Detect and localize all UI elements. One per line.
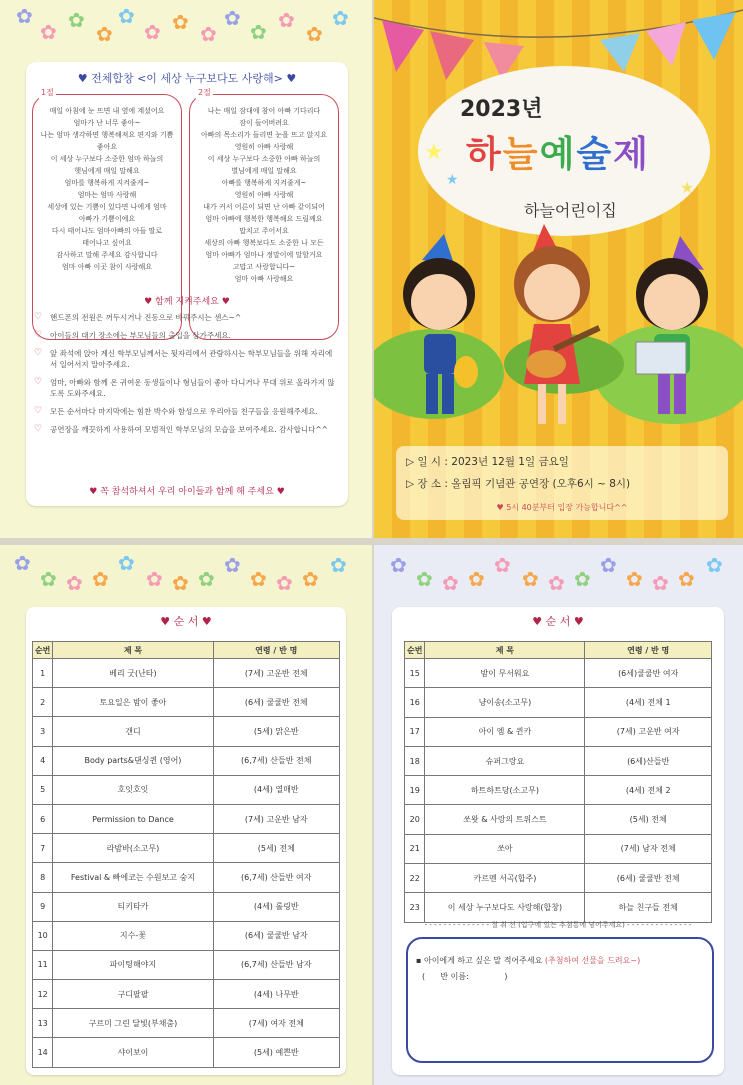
flower-border-top-left	[10, 6, 362, 46]
cell-title: Festival & 빠에코는 수원보고 숭지	[53, 863, 213, 892]
triangle-bullet-icon: ▷	[406, 478, 418, 490]
table-row	[405, 746, 712, 775]
event-place-line	[406, 476, 630, 491]
heart-icon: ♥	[570, 615, 584, 628]
table-row	[405, 717, 712, 746]
flower-icon: ✿	[172, 571, 189, 595]
verse-line: 고맙고 사랑합니다~	[232, 263, 296, 271]
cell-class: (7세) 남자 전체	[585, 834, 712, 863]
verse-line: 아빠의 목소리가 들리면 눈을 뜨고 앉지요	[200, 131, 328, 139]
program-page-right	[374, 545, 743, 1085]
festival-title-char: 하	[466, 134, 503, 175]
festival-title-char: 제	[613, 134, 650, 175]
notice-item	[34, 330, 338, 341]
program-title-text: 순 서	[173, 615, 199, 628]
star-icon: ★	[680, 178, 695, 197]
verse-line: 내가 커서 어른이 되면 난 아빠 같이되어	[203, 203, 325, 211]
verse-line: 나는 매일 잠대에 참이 아빠 기다리다	[207, 107, 321, 115]
festival-title	[466, 126, 650, 177]
cell-num: 4	[33, 746, 53, 775]
notice-item	[34, 312, 338, 323]
cell-title: 호잇호잇	[53, 775, 213, 804]
flower-icon: ✿	[652, 571, 669, 595]
flower-icon: ✿	[390, 553, 407, 577]
verse-line: 아빠가 기쁨이에요	[78, 215, 136, 223]
program-card-left	[26, 607, 346, 1075]
cell-class: (4세) 전체 2	[585, 776, 712, 805]
cell-title: 지수-꽃	[53, 921, 213, 950]
table-header-row	[405, 642, 712, 659]
entry-note	[396, 502, 728, 513]
notice-item	[34, 377, 338, 399]
song-title-line	[26, 70, 348, 86]
verse-line: 나는 엄마 생각하면 행복해져요 편지와 기쁨	[40, 131, 174, 139]
notice-title	[26, 294, 348, 307]
class-name-label: 반 이름:	[440, 972, 469, 981]
cell-title: 쏘왓 & 사랑의 트위스트	[425, 805, 585, 834]
cell-num: 22	[405, 864, 425, 893]
lyrics-notice-card	[26, 62, 348, 506]
cell-num: 19	[405, 776, 425, 805]
table-row	[33, 863, 340, 892]
notice-text: 엄마, 아빠와 함께 온 귀여운 동생들이나 형님들이 좋아 다니거나 무대 위로 올라가지 않도록 도와주세요.	[50, 378, 335, 398]
cell-class: (7세) 고운반 전체	[213, 659, 339, 688]
verse-line: 엄마 아빠에 행복한 행복해요 드릴께요	[205, 215, 323, 223]
header-num: 순번	[33, 642, 53, 659]
heart-outline-icon: ♡	[34, 348, 43, 358]
flower-icon: ✿	[16, 4, 33, 28]
table-row	[405, 776, 712, 805]
cell-title: 카르멘 서곡(합주)	[425, 864, 585, 893]
header-num: 순번	[405, 642, 425, 659]
verse-line: 별님에게 매일 말해요	[231, 167, 297, 175]
paren-open: (	[422, 972, 441, 981]
cell-class: (4세) 나무반	[213, 980, 339, 1009]
cell-class: (6세) 쿨쿨반 전체	[585, 864, 712, 893]
flower-icon: ✿	[224, 6, 241, 30]
flower-icon: ✿	[198, 567, 215, 591]
cell-num: 15	[405, 659, 425, 688]
flag-icon	[382, 20, 424, 72]
cell-class: (7세) 고운반 여자	[585, 717, 712, 746]
cell-title: Permission to Dance	[53, 804, 213, 833]
cell-class: (6,7세) 산들반 남자	[213, 950, 339, 979]
flower-icon: ✿	[118, 551, 135, 575]
cell-num: 1	[33, 659, 53, 688]
verse-line: 이 세상 누구보다 소중한 엄마 하늘의	[50, 155, 164, 163]
cell-class: 하늘 친구들 전체	[585, 893, 712, 922]
heart-outline-icon: ♡	[34, 330, 43, 340]
verse-line: 세상의 아빠 행복보다도 소중한 나 모든	[204, 239, 324, 247]
table-row	[405, 893, 712, 922]
verse-line: 영원히 아빠 사랑해	[234, 143, 294, 151]
verse-line: 잠이 들어버려요	[239, 119, 289, 127]
flag-icon	[692, 12, 736, 60]
heart-icon: ♥	[532, 615, 546, 628]
cell-num: 21	[405, 834, 425, 863]
flower-icon: ✿	[66, 571, 83, 595]
heart-icon: ♥	[221, 297, 230, 307]
flower-icon: ✿	[14, 551, 31, 575]
bullet-icon: ▪	[416, 956, 424, 965]
flower-icon: ✿	[494, 553, 511, 577]
cell-class: (6세) 쿨쿨반 남자	[213, 921, 339, 950]
table-row	[405, 834, 712, 863]
heart-icon: ♥	[496, 503, 507, 512]
event-date-line	[406, 454, 569, 469]
paren-close: )	[468, 972, 508, 981]
cell-title: 티키타카	[53, 892, 213, 921]
cell-num: 16	[405, 688, 425, 717]
cell-title: 이 세상 누구보다도 사랑해(합창)	[425, 893, 585, 922]
cell-class: (4세) 롤링반	[213, 892, 339, 921]
verse-line: 엄마는 엄마 사랑해	[77, 191, 137, 199]
cell-class: (6세)산들반	[585, 746, 712, 775]
verse-line: 아빠를 행복하게 지켜줄게~	[221, 179, 307, 187]
flower-icon: ✿	[40, 567, 57, 591]
heart-icon: ♥	[160, 615, 174, 628]
cell-num: 5	[33, 775, 53, 804]
cell-num: 12	[33, 980, 53, 1009]
verse-line: 영원히 아빠 사랑해	[234, 191, 294, 199]
program-title	[26, 613, 346, 629]
notice-list	[34, 312, 338, 442]
flower-icon: ✿	[144, 20, 161, 44]
table-row	[33, 1038, 340, 1067]
verse-line: 좋아요	[96, 143, 118, 151]
message-prompt-line	[416, 955, 640, 966]
notice-item	[34, 424, 338, 435]
cell-num: 14	[33, 1038, 53, 1067]
notice-text: 모든 순서마다 마지막에는 힘찬 박수와 함성으로 우리아들 친구들을 응원해주세요.	[50, 407, 318, 416]
cell-num: 7	[33, 834, 53, 863]
verse-line: 태어나고 싶어요	[82, 239, 132, 247]
flower-icon: ✿	[468, 567, 485, 591]
cell-title: 냥이송(소고무)	[425, 688, 585, 717]
flower-icon: ✿	[306, 22, 323, 46]
header-class: 연령 / 반 명	[213, 642, 339, 659]
program-card-right	[392, 607, 724, 1075]
verse-line: 엄마 아빠가 엄마나 정말이에 말할거요	[205, 251, 323, 259]
cell-class: (6,7세) 산들반 전체	[213, 746, 339, 775]
heart-outline-icon: ♡	[34, 424, 43, 434]
table-row	[33, 980, 340, 1009]
table-row	[33, 1009, 340, 1038]
cell-num: 18	[405, 746, 425, 775]
flower-icon: ✿	[278, 8, 295, 32]
festival-title-char: 술	[576, 134, 614, 175]
heart-outline-icon: ♡	[34, 406, 43, 416]
cell-title: 파이팅해야지	[53, 950, 213, 979]
flower-icon: ✿	[68, 8, 85, 32]
notice-footer	[26, 484, 348, 497]
flower-icon: ✿	[92, 567, 109, 591]
cut-line	[402, 920, 714, 930]
cell-title: 라밤바(소고무)	[53, 834, 213, 863]
flower-icon: ✿	[146, 567, 163, 591]
flower-icon: ✿	[706, 553, 723, 577]
cell-class: (7세) 여자 전체	[213, 1009, 339, 1038]
header-class: 연령 / 반 명	[585, 642, 712, 659]
cell-num: 13	[33, 1009, 53, 1038]
table-row	[405, 864, 712, 893]
verse-line: 매일 아침에 눈 뜨면 내 옆에 계셨어요	[49, 107, 165, 115]
flower-icon: ✿	[302, 567, 319, 591]
program-page-left	[0, 545, 372, 1085]
heart-icon: ♥	[144, 297, 153, 307]
cell-title: 베리 굿(난타)	[53, 659, 213, 688]
program-table-left	[32, 641, 340, 1068]
cell-title: 토요일은 밤이 좋아	[53, 688, 213, 717]
cell-class: (6세)쿨쿨반 여자	[585, 659, 712, 688]
cell-class: (7세) 고운반 남자	[213, 804, 339, 833]
cell-num: 8	[33, 863, 53, 892]
heart-icon: ♥	[286, 72, 297, 85]
festival-title-char: 예	[539, 134, 577, 175]
cell-class: (6세) 쿨쿨반 전체	[213, 688, 339, 717]
cell-title: 쏘아	[425, 834, 585, 863]
flag-icon	[600, 33, 640, 72]
verse-line: 햇님에게 매일 말해요	[74, 167, 140, 175]
festival-title-char: 늘	[502, 134, 540, 175]
cell-class: (4세) 열매반	[213, 775, 339, 804]
girl-guitar-icon	[514, 224, 601, 424]
flower-icon: ✿	[250, 20, 267, 44]
event-place: 장 소 : 올림픽 기념관 공연장 (오후6시 ~ 8시)	[417, 478, 631, 490]
cell-class: (5세) 전체	[213, 834, 339, 863]
table-row	[405, 805, 712, 834]
verse-line: 다시 태어나도 엄마아빠의 아들 딸로	[51, 227, 163, 235]
table-row	[33, 746, 340, 775]
cell-title: 밤이 무서워요	[425, 659, 585, 688]
cell-title: 하트하트당(소고무)	[425, 776, 585, 805]
notice-item	[34, 406, 338, 417]
verse-line: 엄마 아빠 이곳 참이 사랑해요	[61, 263, 153, 271]
verse-1-tag: 1절	[41, 88, 54, 97]
star-icon: ★	[424, 140, 444, 165]
notice-text: 핸드폰의 전원은 꺼두시거나 진동으로 바꿔주시는 센스~^	[50, 313, 242, 322]
cell-title: 구르미 그린 달빛(부채춤)	[53, 1009, 213, 1038]
flower-icon: ✿	[332, 6, 349, 30]
table-row	[33, 659, 340, 688]
verse-line: 이 세상 누구보다 소중한 아빠 하늘의	[207, 155, 321, 163]
message-prompt: 아이에게 하고 싶은 말 적어주세요	[423, 956, 543, 965]
scissors-line: - - - - - - - - - - - - - -	[424, 921, 492, 929]
notice-footer-text: 꼭 참석하셔서 우리 아이들과 함께 해 주세요	[100, 487, 274, 497]
cell-class: (5세) 전체	[585, 805, 712, 834]
entry-note-text: 5시 40분부터 입장 가능합니다^^	[506, 503, 628, 512]
verse-line: 맙치고 주어서요	[239, 227, 289, 235]
notice-text: 아이들의 대기 장소에는 부모님들의 출입을 삼가주세요.	[50, 331, 231, 340]
header-title: 제 목	[425, 642, 585, 659]
cut-line-text: 절 취 선 (입구에 있는 추첨통에 넣어주세요)	[491, 921, 625, 929]
event-info-box	[396, 446, 728, 520]
program-table-right	[404, 641, 712, 923]
cover-page	[374, 0, 743, 538]
flower-icon: ✿	[330, 553, 347, 577]
cell-class: (5세) 예쁜반	[213, 1038, 339, 1067]
cell-num: 10	[33, 921, 53, 950]
cell-num: 11	[33, 950, 53, 979]
cell-num: 23	[405, 893, 425, 922]
heart-icon: ♥	[77, 72, 88, 85]
message-prompt-gift: (추첨하여 선물을 드려요~)	[544, 956, 641, 965]
cell-num: 9	[33, 892, 53, 921]
flower-icon: ✿	[40, 20, 57, 44]
verse-2-tag: 2절	[198, 88, 211, 97]
flower-icon: ✿	[250, 567, 267, 591]
notice-item	[34, 348, 338, 370]
scissors-line: - - - - - - - - - - - - - -	[624, 921, 692, 929]
table-row	[33, 688, 340, 717]
cell-num: 3	[33, 717, 53, 746]
cell-title: 구디팔팔	[53, 980, 213, 1009]
school-name: 하늘어린이집	[524, 201, 617, 220]
verse-line: 엄마 아빠 사랑해요	[234, 275, 294, 283]
flower-icon: ✿	[678, 567, 695, 591]
program-title	[392, 613, 724, 629]
message-form-box[interactable]	[406, 937, 714, 1063]
table-row	[33, 775, 340, 804]
table-row	[33, 834, 340, 863]
heart-icon: ♥	[276, 487, 285, 497]
heart-outline-icon: ♡	[34, 377, 43, 387]
flower-icon: ✿	[172, 10, 189, 34]
flag-icon	[430, 31, 474, 80]
flower-icon: ✿	[600, 553, 617, 577]
flower-icon: ✿	[276, 571, 293, 595]
flower-icon: ✿	[548, 571, 565, 595]
flower-border-bottom-right	[384, 551, 733, 595]
cell-num: 2	[33, 688, 53, 717]
table-row	[33, 717, 340, 746]
triangle-bullet-icon: ▷	[406, 456, 418, 468]
verse-line: 감사하고 말해 주세요 감사합니다	[56, 251, 158, 259]
flower-icon: ✿	[224, 553, 241, 577]
flower-icon: ✿	[574, 567, 591, 591]
cell-num: 17	[405, 717, 425, 746]
heart-outline-icon: ♡	[34, 312, 43, 322]
notice-title-text: 함께 지켜주세요	[155, 297, 219, 307]
song-title: 전체합창 <이 세상 누구보다도 사랑해>	[91, 72, 283, 85]
cell-num: 6	[33, 804, 53, 833]
notice-text: 공연장을 깨끗하게 사용하여 모범적인 학부모님의 모습을 보여주세요. 감사합니다^^	[50, 425, 328, 434]
cell-class: (6,7세) 산들반 여자	[213, 863, 339, 892]
flower-icon: ✿	[416, 567, 433, 591]
class-name-line	[422, 971, 508, 982]
flower-icon: ✿	[118, 4, 135, 28]
heart-icon: ♥	[89, 487, 98, 497]
flower-icon: ✿	[96, 22, 113, 46]
table-row	[33, 921, 340, 950]
flower-icon: ✿	[522, 567, 539, 591]
flower-icon: ✿	[442, 571, 459, 595]
table-row	[33, 892, 340, 921]
cell-title: 샤이보이	[53, 1038, 213, 1067]
star-icon: ★	[446, 172, 459, 188]
heart-icon: ♥	[198, 615, 212, 628]
cell-class: (5세) 맑은반	[213, 717, 339, 746]
event-date: 일 시 : 2023년 12월 1일 금요일	[417, 456, 569, 468]
cell-title: 갠디	[53, 717, 213, 746]
table-row	[33, 804, 340, 833]
flower-icon: ✿	[200, 22, 217, 46]
flower-border-bottom-left	[10, 551, 362, 595]
table-header-row	[33, 642, 340, 659]
cell-title: 슈퍼그랑요	[425, 746, 585, 775]
cell-title: 아이 엠 & 퀸카	[425, 717, 585, 746]
cell-class: (4세) 전체 1	[585, 688, 712, 717]
notice-text: 앞 좌석에 앉아 계신 학부모님께서는 뒷자리에서 관람하시는 학부모님들을 위해 자리에서 일어서지 말아주세요.	[50, 349, 333, 369]
cover-year: 2023년	[460, 97, 543, 122]
program-title-text: 순 서	[545, 615, 571, 628]
verse-line: 세상에 있는 기쁨이 있다면 나에게 엄마	[47, 203, 167, 211]
flower-icon: ✿	[626, 567, 643, 591]
verse-line: 엄마가 난 너무 좋아~	[73, 119, 141, 127]
header-title: 제 목	[53, 642, 213, 659]
verse-line: 엄마를 행복하게 지켜줄게~	[64, 179, 150, 187]
table-row	[405, 659, 712, 688]
cell-title: Body parts&댄싱퀸 (영어)	[53, 746, 213, 775]
inside-left-page	[0, 0, 372, 538]
table-row	[405, 688, 712, 717]
table-row	[33, 950, 340, 979]
cell-num: 20	[405, 805, 425, 834]
children-illustration	[374, 224, 743, 448]
